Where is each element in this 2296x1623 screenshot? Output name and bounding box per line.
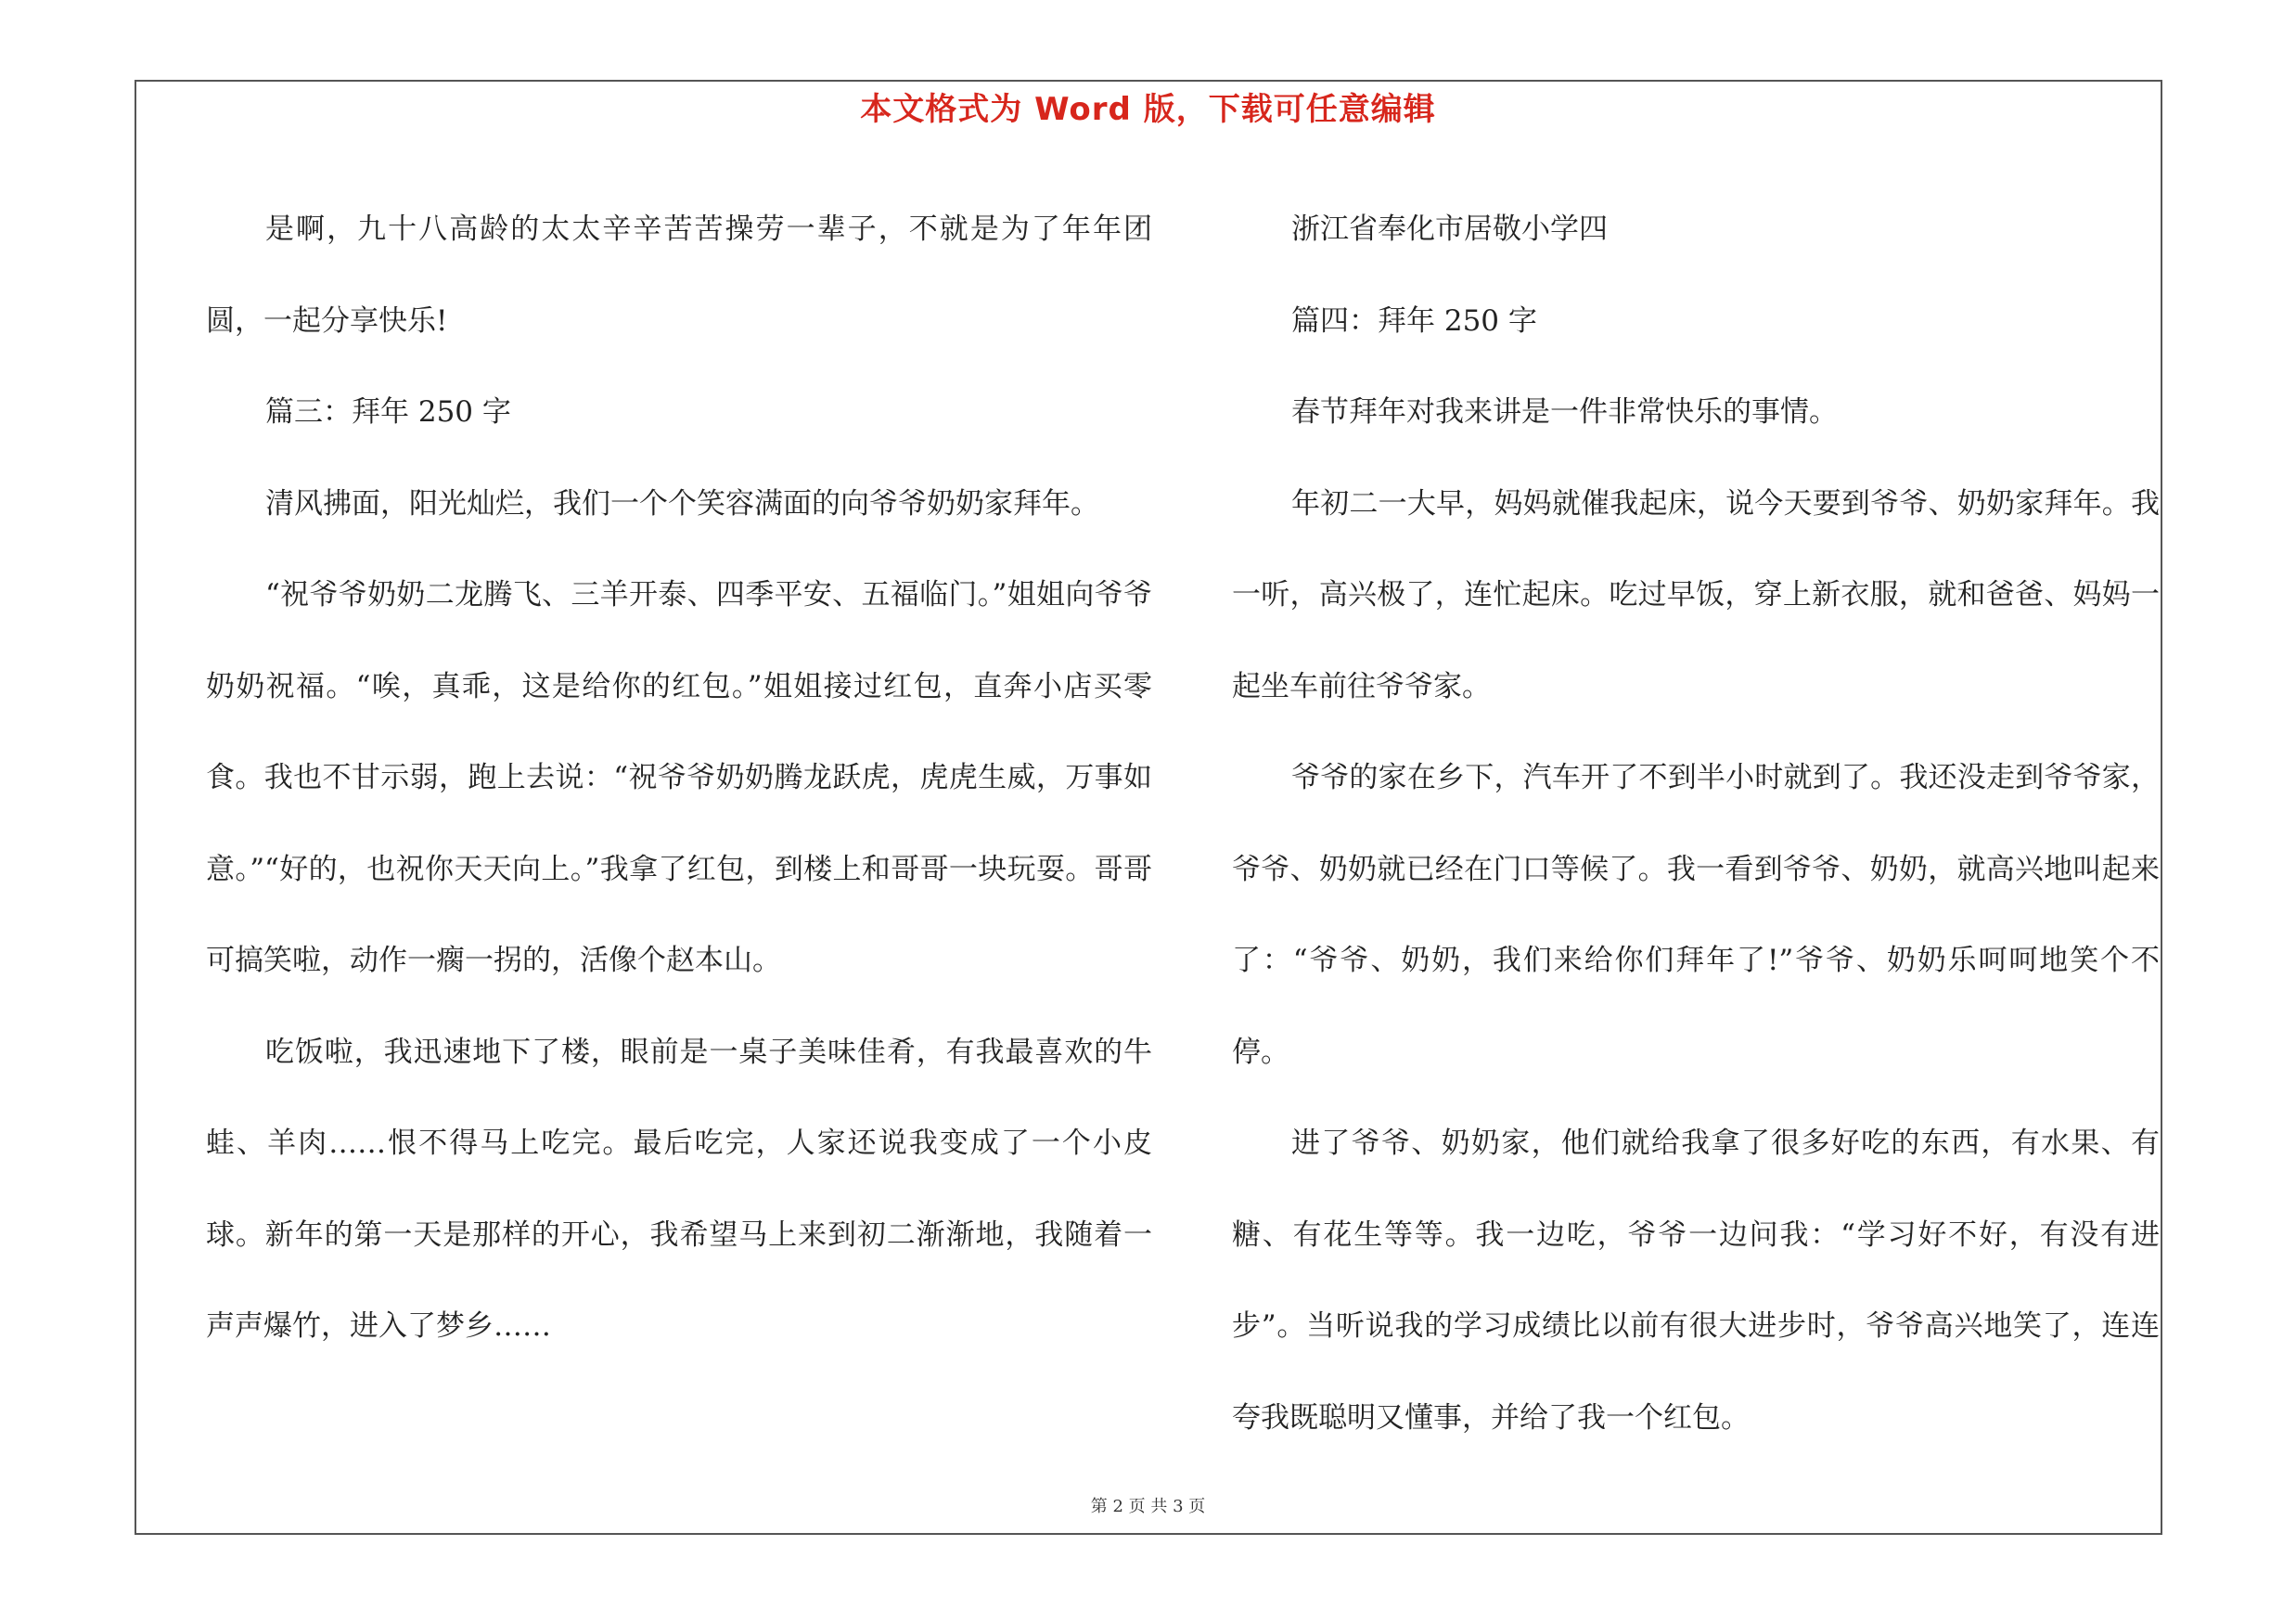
paragraph: “祝爷爷奶奶二龙腾飞、三羊开泰、四季平安、五福临门。”姐姐向爷爷奶奶祝福。“唉，真乖，这是给你的红包。”姐姐接过红包，直奔小店买零食。我也不甘示弱，跑上去说：“祝爷爷奶奶腾龙跃虎，虎虎生威，万事如意。”“好的，也祝你天天向上。”我拿了红包，到楼上和哥哥一块玩耍。哥哥可搞笑啦，动作一瘸一拐的，活像个赵本山。 — [206, 578, 1152, 977]
left-column — [206, 184, 1152, 1372]
paragraph: 吃饭啦，我迅速地下了楼，眼前是一桌子美味佳肴，有我最喜欢的牛蛙、羊肉……恨不得马上吃完。最后吃完，人家还说我变成了一个小皮球。新年的第一天是那样的开心，我希望马上来到初二渐渐地，我随着一声声爆竹，进入了梦乡…… — [206, 1035, 1152, 1343]
paragraph: 是啊，九十八高龄的太太辛辛苦苦操劳一辈子，不就是为了年年团圆，一起分享快乐! — [206, 213, 1152, 338]
word-format-banner: 本文格式为 Word 版，下载可任意编辑 — [860, 91, 1436, 128]
author-line: 浙江省奉化市居敬小学四 — [1291, 213, 1608, 246]
section-heading: 篇四：拜年 250 字 — [1291, 303, 1537, 338]
right-column — [1232, 184, 2160, 1463]
paragraph: 清风拂面，阳光灿烂，我们一个个笑容满面的向爷爷奶奶家拜年。 — [265, 486, 1099, 521]
paragraph: 爷爷的家在乡下，汽车开了不到半小时就到了。我还没走到爷爷家，爷爷、奶奶就已经在门口等候了。我一看到爷爷、奶奶，就高兴地叫起来了：“爷爷、奶奶，我们来给你们拜年了!”爷爷、奶奶乐呵呵地笑个不停。 — [1232, 761, 2160, 1069]
paragraph: 年初二一大早，妈妈就催我起床，说今天要到爷爷、奶奶家拜年。我一听，高兴极了，连忙起床。吃过早饭，穿上新衣服，就和爸爸、妈妈一起坐车前往爷爷家。 — [1232, 486, 2160, 703]
paragraph: 进了爷爷、奶奶家，他们就给我拿了很多好吃的东西，有水果、有糖、有花生等等。我一边吃，爷爷一边问我：“学习好不好，有没有进步”。当听说我的学习成绩比以前有很大进步时，爷爷高兴地笑了，连连夸我既聪明又懂事，并给了我一个红包。 — [1232, 1127, 2160, 1435]
paragraph: 春节拜年对我来讲是一件非常快乐的事情。 — [1291, 395, 1838, 429]
section-heading: 篇三：拜年 250 字 — [265, 395, 511, 429]
page-number-footer: 第 2 页 共 3 页 — [1090, 1497, 1206, 1516]
